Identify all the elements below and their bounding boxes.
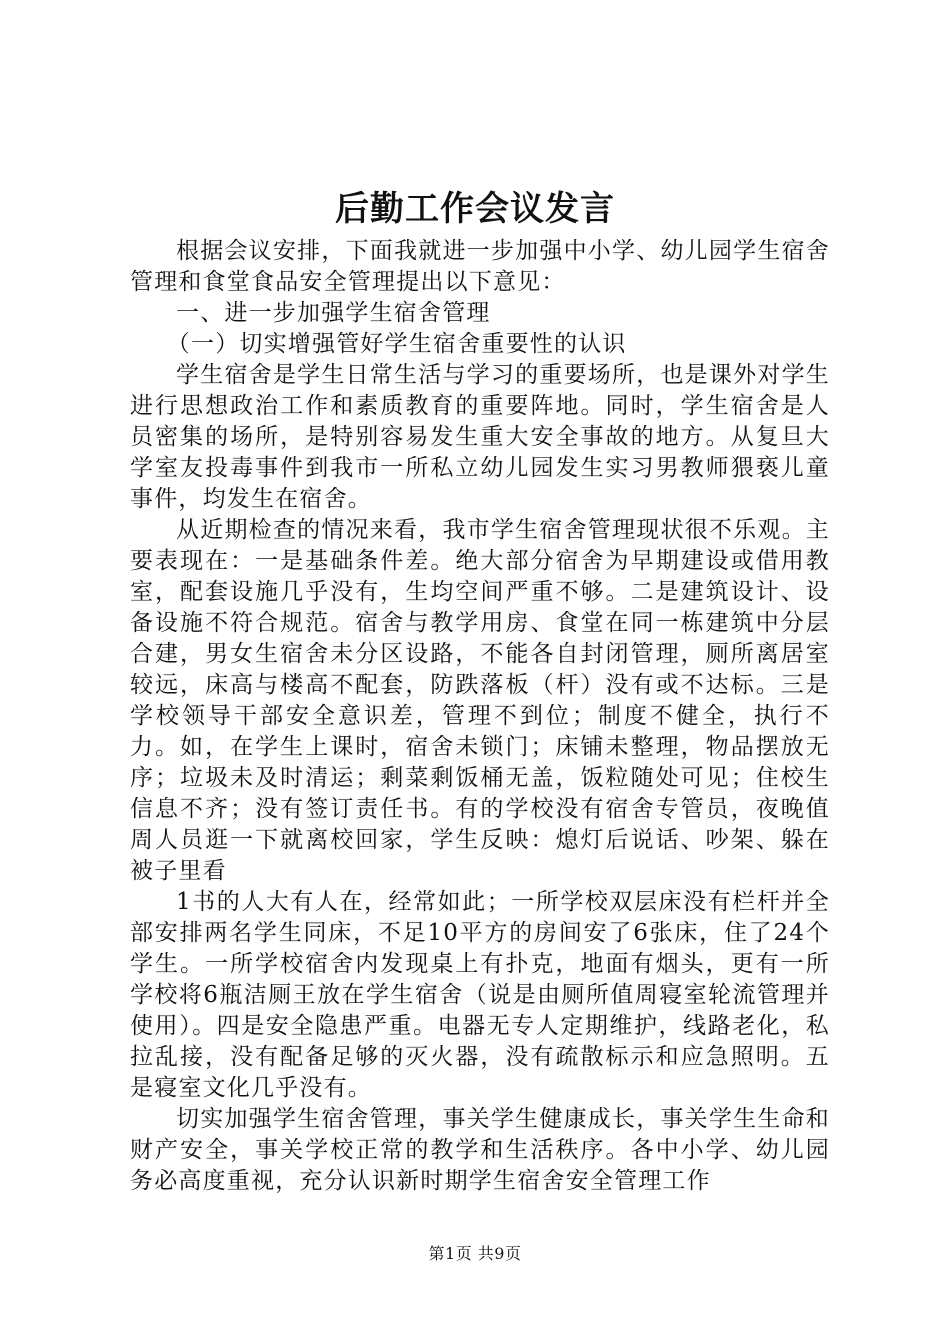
paragraph: 1书的人大有人在，经常如此；一所学校双层床没有栏杆并全部安排两名学生同床，不足10平方的房间安了6张床，住了24个学生。一所学校宿舍内发现桌上有扑克，地面有烟头，更有一所学校将6瓶洁厕王放在学生宿舍（说是由厕所值周寝室轮流管理并使用）。四是安全隐患严重。电器无专人定期维护，线路老化，私拉乱接，没有配备足够的灭火器，没有疏散标示和应急照明。五是寝室文化几乎没有。 [130, 889, 830, 1101]
paragraph: 从近期检查的情况来看，我市学生宿舍管理现状很不乐观。主要表现在：一是基础条件差。绝大部分宿舍为早期建设或借用教室，配套设施几乎没有，生均空间严重不够。二是建筑设计、设备设施不符合规范。宿舍与教学用房、食堂在同一栋建筑中分层合建，男女生宿舍未分区设路，不能各自封闭管理，厕所离居室较远，床高与楼高不配套，防跌落板（杆）没有或不达标。三是学校领导干部安全意识差，管理不到位；制度不健全，执行不力。如，在学生上课时，宿舍未锁门；床铺未整理，物品摆放无序；垃圾未及时清运；剩菜剩饭桶无盖，饭粒随处可见；住校生信息不齐；没有签订责任书。有的学校没有宿舍专管员，夜晚值周人员逛一下就离校回家，学生反映：熄灯后说话、吵架、躲在被子里看 [130, 517, 830, 884]
document-title: 后勤工作会议发言 [335, 189, 615, 229]
paragraph-intro: 根据会议安排，下面我就进一步加强中小学、幼儿园学生宿舍管理和食堂食品安全管理提出以下意见： [130, 238, 830, 295]
section-heading: 一、进一步加强学生宿舍管理 [176, 300, 491, 326]
paragraph: 学生宿舍是学生日常生活与学习的重要场所，也是课外对学生进行思想政治工作和素质教育的重要阵地。同时，学生宿舍是人员密集的场所，是特别容易发生重大安全事故的地方。从复旦大学室友投毒事件到我市一所私立幼儿园发生实习男教师猥亵儿童事件，均发生在宿舍。 [130, 362, 830, 512]
document-body [130, 236, 830, 1197]
paragraph: 切实加强学生宿舍管理，事关学生健康成长，事关学生生命和财产安全，事关学校正常的教学和生活秩序。各中小学、幼儿园务必高度重视，充分认识新时期学生宿舍安全管理工作 [130, 1106, 830, 1194]
subsection-heading: （一）切实增强管好学生宿舍重要性的认识 [166, 331, 627, 357]
page-footer: 第1页 共9页 [428, 1244, 522, 1263]
